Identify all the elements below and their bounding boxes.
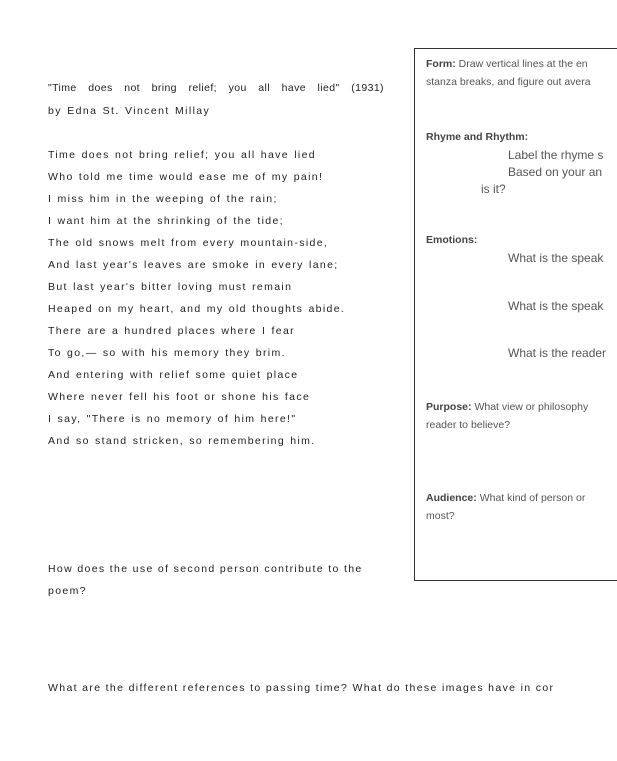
rhyme-prompt: is it? <box>481 182 506 196</box>
audience-text: What kind of person or <box>479 492 586 504</box>
purpose-section <box>426 401 617 413</box>
poem-author: by Edna St. Vincent Millay <box>48 105 211 117</box>
title-word: have <box>281 82 306 94</box>
title-word: does <box>88 82 113 94</box>
poem-title <box>48 82 384 94</box>
purpose-text-cont: reader to believe? <box>426 419 511 431</box>
rhyme-heading: Rhyme and Rhythm: <box>426 131 529 143</box>
emotion-question: What is the speak <box>508 251 604 265</box>
form-label: Form: <box>426 58 456 70</box>
title-word: relief; <box>188 82 217 94</box>
purpose-text: What view or philosophy <box>474 401 589 413</box>
poem-line: I say, "There is no memory of him here!" <box>48 413 297 425</box>
poem-line: And so stand stricken, so remembering him. <box>48 435 316 447</box>
poem-line: Who told me time would ease me of my pain! <box>48 171 324 183</box>
poem-line: To go,— so with his memory they brim. <box>48 347 286 359</box>
emotions-label <box>426 234 617 246</box>
question-passing-time: What are the different references to passing time? What do these images have in cor <box>48 682 555 694</box>
title-word: not <box>124 82 140 94</box>
title-word: you <box>228 82 247 94</box>
rhyme-prompt: Label the rhyme s <box>508 148 604 162</box>
form-text: Draw vertical lines at the en <box>458 58 588 70</box>
emotion-question: What is the reader <box>508 346 607 360</box>
title-word: "Time <box>48 82 77 94</box>
audience-text-cont: most? <box>426 510 455 522</box>
purpose-label: Purpose: <box>426 401 472 413</box>
form-section <box>426 58 617 70</box>
poem-line: I miss him in the weeping of the rain; <box>48 193 278 205</box>
emotion-question: What is the speak <box>508 299 604 313</box>
title-word: bring <box>151 82 177 94</box>
question-second-person: How does the use of second person contribute to the poem? <box>48 563 363 597</box>
audience-label: Audience: <box>426 492 477 504</box>
poem-line: The old snows melt from every mountain-side, <box>48 237 329 249</box>
emotions-heading: Emotions: <box>426 234 478 246</box>
poem-line: Heaped on my heart, and my old thoughts abide. <box>48 303 346 315</box>
title-year: (1931) <box>351 82 384 94</box>
poem-line: But last year's bitter loving must remain <box>48 281 293 293</box>
form-text-cont: stanza breaks, and figure out avera <box>426 76 591 88</box>
rhyme-label <box>426 131 617 143</box>
audience-section <box>426 492 617 504</box>
poem-line: And last year's leaves are smoke in every lane; <box>48 259 339 271</box>
title-word: all <box>258 82 271 94</box>
title-word: lied" <box>317 82 340 94</box>
poem-line: There are a hundred places where I fear <box>48 325 296 337</box>
poem-line: Time does not bring relief; you all have lied <box>48 149 316 161</box>
poem-line: I want him at the shrinking of the tide; <box>48 215 284 227</box>
poem-line: And entering with relief some quiet place <box>48 369 299 381</box>
poem-line: Where never fell his foot or shone his face <box>48 391 311 403</box>
rhyme-prompt: Based on your an <box>508 165 603 179</box>
analysis-panel <box>414 48 617 581</box>
